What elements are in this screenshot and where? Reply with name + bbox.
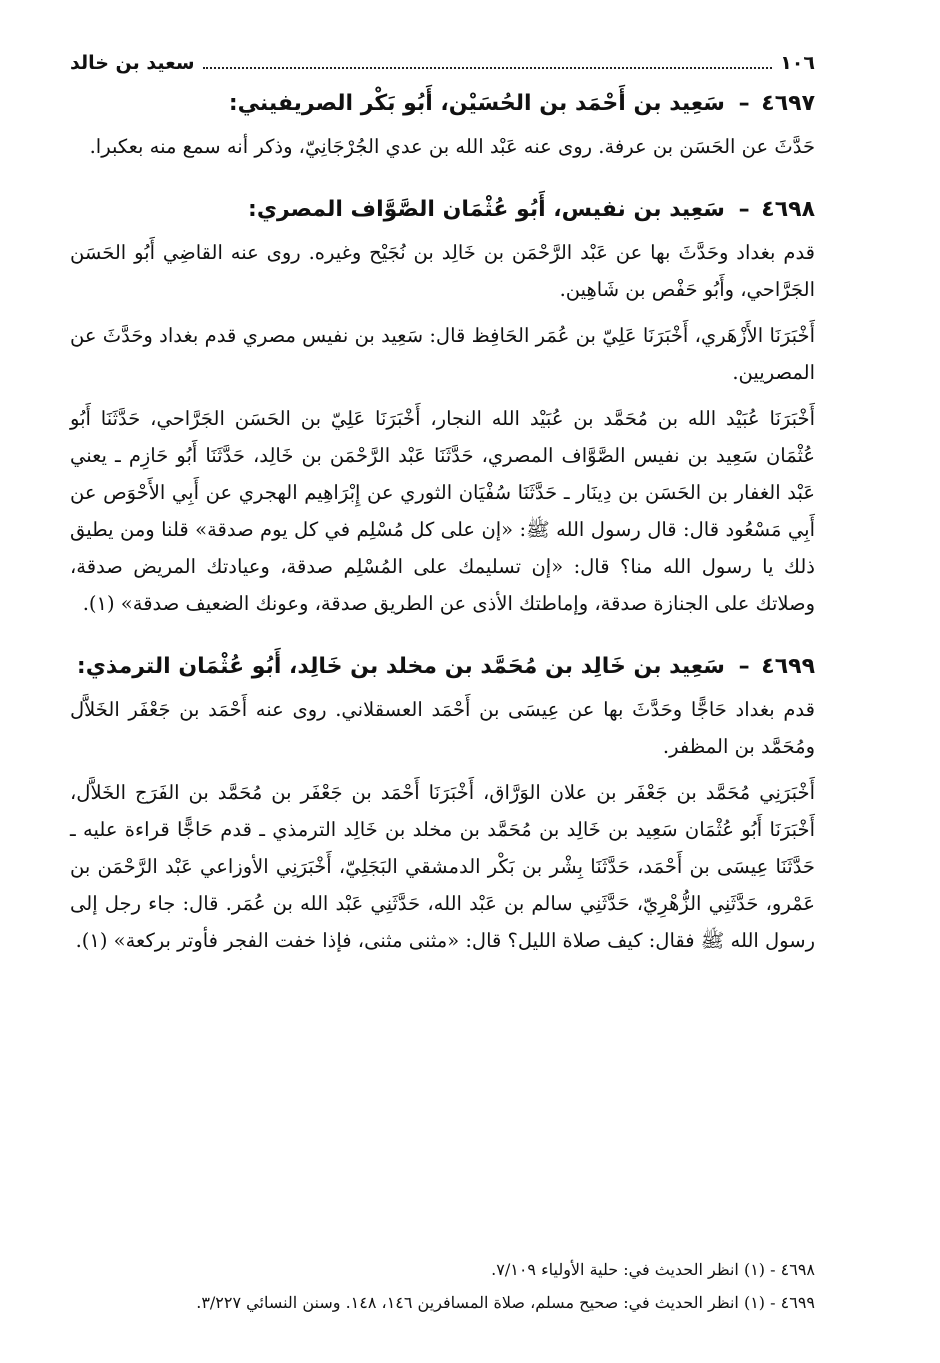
leader-dots: [203, 66, 773, 69]
entry-paragraph: أَخْبَرَنَا الأَزْهَري، أَخْبَرَنَا عَلِيّ بن عُمَر الحَافِظ قال: سَعِيد بن نفيس مصري قدم بغداد وحَدَّثَ عن المصريين.: [70, 324, 815, 384]
entry-dash: –: [738, 197, 750, 222]
entry-number: ٤٦٩٩: [761, 654, 815, 679]
entry-number: ٤٦٩٨: [761, 197, 815, 222]
entry-heading: [70, 647, 815, 687]
running-title: سعيد بن خالد: [70, 52, 195, 74]
entry-paragraph: قدم بغداد وحَدَّثَ بها عن عَبْد الرَّحْمَن بن خَالِد بن نُجَيْح وغيره. روى عنه القاضِي أَبُو الحَسَن الجَرَّاحي، وأَبُو حَفْص بن شَاهِين.: [70, 241, 815, 301]
entry-heading: [70, 190, 815, 230]
footnote: ٤٦٩٩ - (١) انظر الحديث في: صحيح مسلم، صلاة المسافرين ١٤٦، ١٤٨. وسنن النسائي ٣/٢٢٧.: [196, 1293, 815, 1312]
entry-title: سَعِيد بن خَالِد بن مُحَمَّد بن مخلد بن خَالِد، أَبُو عُثْمَان الترمذي:: [76, 654, 725, 679]
entry-separator: [70, 631, 815, 641]
footnotes: [90, 1253, 815, 1319]
running-header: [70, 48, 815, 78]
entry-paragraph: أَخْبَرَنَا عُبَيْد الله بن مُحَمَّد بن عُبَيْد الله النجار، أَخْبَرَنَا عَلِيّ بن الحَسَن الجَرَّاحي، حَدَّثَنَا أَبُو عُثْمَان سَعِيد بن نفيس الصَّوَّاف المصري، حَدَّثَنَا عَبْد الرَّحْمَن بن خَالِد، حَدَّثَنَا أَبُو حَازِم ـ يعني عَبْد الغفار بن الحَسَن بن دِينَار ـ حَدَّثَنَا سُفْيَان الثوري عن إِبْرَاهِيم الهجري عن أَبِي الأَحْوَص عن أَبِي مَسْعُود قال: قال رسول الله ﷺ: «إن على كل مُسْلِم في كل يوم صدقة» قلنا ومن يطيق ذلك يا رسول الله منا؟ قال: «إن تسليمك على المُسْلِم صدقة، وعيادتك المريض صدقة، وصلاتك على الجنازة صدقة، وإماطتك الأذى عن الطريق صدقة، وعونك الضعيف صدقة» (١).: [70, 407, 815, 615]
entry-paragraph: حَدَّثَ عن الحَسَن بن عرفة. روى عنه عَبْد الله بن عدي الجُرْجَانِيّ، وذكر أنه سمع منه بعكبرا.: [89, 135, 815, 158]
entry-number: ٤٦٩٧: [761, 91, 815, 116]
entry-paragraph: قدم بغداد حَاجًّا وحَدَّثَ بها عن عِيسَى بن أَحْمَد العسقلاني. روى عنه أَحْمَد بن جَعْفَر الخَلاَّل ومُحَمَّد بن المظفر.: [70, 698, 815, 758]
entry-title: سَعِيد بن أَحْمَد بن الحُسَيْن، أَبُو بَكْر الصريفيني:: [228, 91, 725, 116]
entry-dash: –: [738, 654, 750, 679]
entry-paragraph: أَخْبَرَنِي مُحَمَّد بن جَعْفَر بن علان الوَرَّاق، أَخْبَرَنَا أَحْمَد بن جَعْفَر بن مُحَمَّد بن الفَرَج الخَلاَّل، أَخْبَرَنَا أَبُو عُثْمَان سَعِيد بن خَالِد بن مُحَمَّد بن مخلد بن خَالِد الترمذي ـ قدم حَاجًّا قراءة عليه ـ حَدَّثَنَا عِيسَى بن أَحْمَد، حَدَّثَنَا بِشْر بن بَكْر الدمشقي البَجَلِيّ، أَخْبَرَنِي الأوزاعي عَبْد الرَّحْمَن بن عَمْرو، حَدَّثَنِي الزُّهْرِيّ، حَدَّثَنِي سالم بن عَبْد الله، حَدَّثَنِي عَبْد الله بن عُمَر. قال: جاء رجل إلى رسول الله ﷺ فقال: كيف صلاة الليل؟ قال: «مثنى مثنى، فإذا خفت الفجر فأوتر بركعة» (١).: [70, 781, 815, 952]
entry-dash: –: [738, 91, 750, 116]
book-page: [70, 48, 815, 968]
entry-separator: [70, 174, 815, 184]
page-number: ١٠٦: [780, 52, 815, 74]
entry-heading: [70, 84, 815, 124]
entry-title: سَعِيد بن نفيس، أَبُو عُثْمَان الصَّوَّاف المصري:: [248, 197, 725, 222]
footnote: ٤٦٩٨ - (١) انظر الحديث في: حلية الأولياء ٧/١٠٩.: [491, 1260, 815, 1279]
